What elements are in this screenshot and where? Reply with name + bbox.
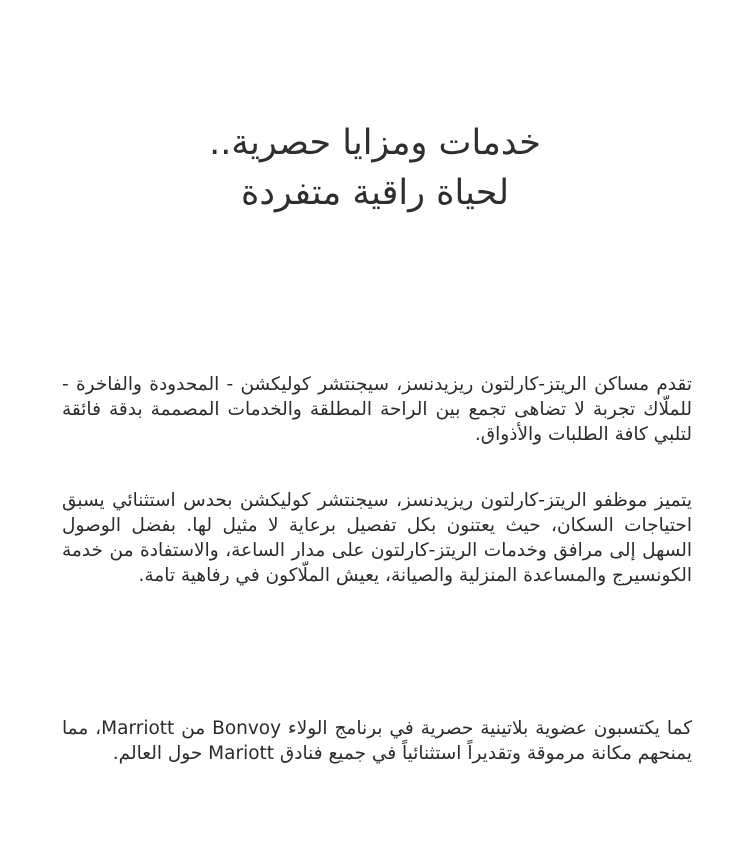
paragraph-residences-intro: تقدم مساكن الريتز-كارلتون ريزيدنسز، سيجنتشر كوليكشن - المحدودة والفاخرة - للملّاك تجربة لا تضاهى تجمع بين الراحة المطلقة والخدمات المصممة بدقة فائقة لتلبي كافة الطلبات والأذواق.: [62, 374, 692, 445]
page-title: [60, 118, 690, 218]
title-line-1: خدمات ومزايا حصرية..: [209, 123, 541, 163]
paragraph-bonvoy-membership: كما يكتسبون عضوية بلاتينية حصرية في برنامج الولاء Bonvoy من Marriott، مما يمنحهم مكانة مرموقة وتقديراً استثنائياً في جميع فنادق Mariott حول العالم.: [62, 718, 693, 764]
title-line-2: لحياة راقية متفردة: [240, 173, 509, 213]
paragraph-staff-services: يتميز موظفو الريتز-كارلتون ريزيدنسز، سيجنتشر كوليكشن بحدس استثنائي يسبق احتياجات السكان، حيث يعتنون بكل تفصيل برعاية لا مثيل لها. بفضل الوصول السهل إلى مرافق وخدمات الريتز-كارلتون على مدار الساعة، والاستفادة من خدمة الكونسيرج والمساعدة المنزلية والصيانة، يعيش الملّاكون في رفاهية تامة.: [62, 490, 692, 586]
